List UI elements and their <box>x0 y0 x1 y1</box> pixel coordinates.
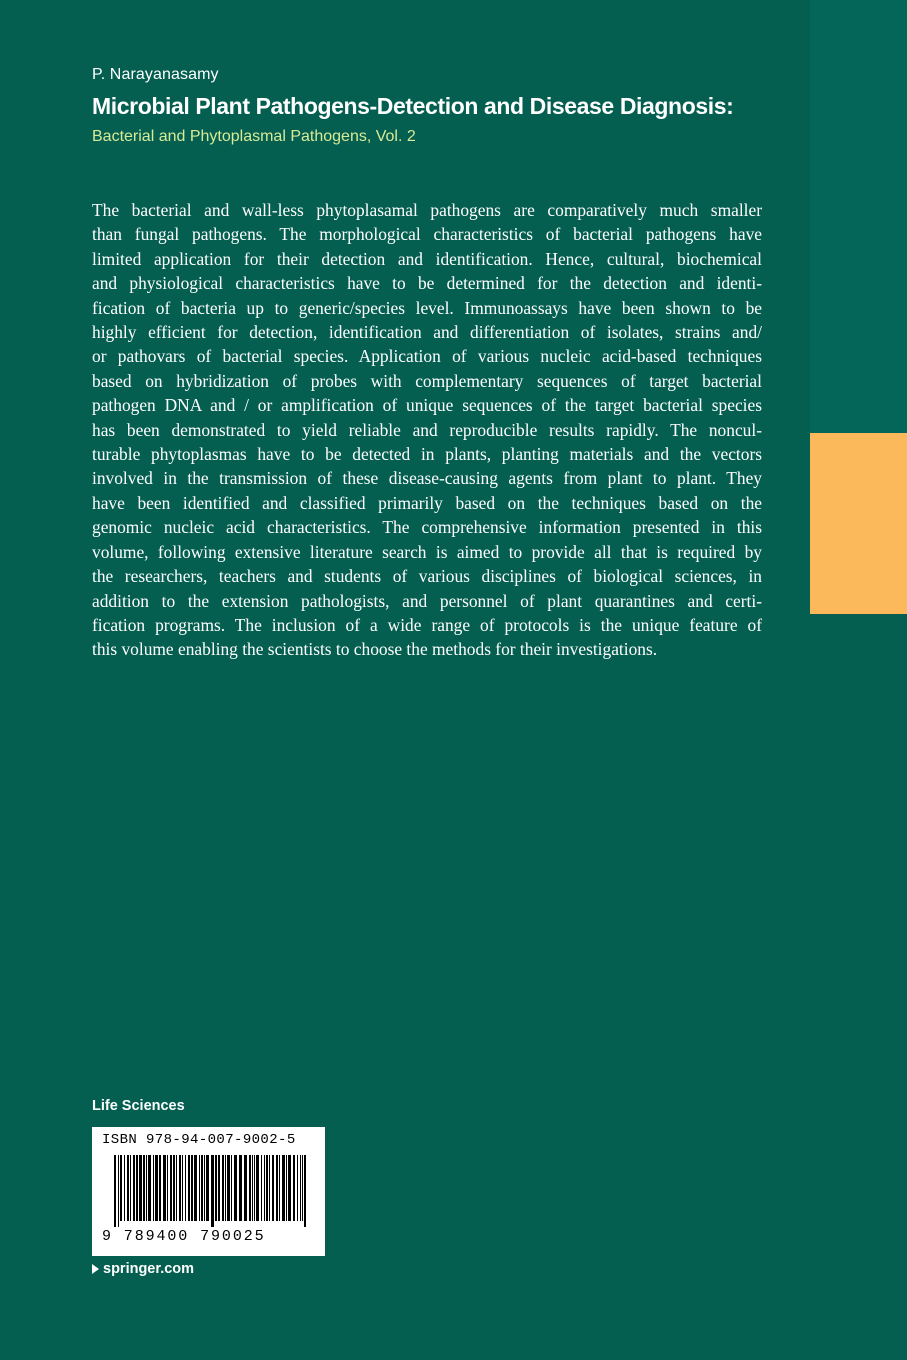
blurb-line: involved in the transmission of these disease-causing agents from plant to plant. They <box>92 468 762 489</box>
blurb-text <box>92 198 762 662</box>
blurb-line: fication programs. The inclusion of a wide range of protocols is the unique feature of <box>92 614 762 635</box>
blurb-line: pathogen DNA and / or amplification of unique sequences of the target bacterial species <box>92 395 762 416</box>
barcode-panel <box>92 1127 325 1256</box>
author-name: P. Narayanasamy <box>92 66 219 83</box>
blurb-line: addition to the extension pathologists, and personnel of plant quarantines and certi- <box>92 590 762 611</box>
isbn-label: ISBN 978-94-007-9002-5 <box>102 1132 296 1148</box>
blurb-line: limited application for their detection and identification. Hence, cultural, biochemical <box>92 248 762 269</box>
book-subtitle: Bacterial and Phytoplasmal Pathogens, Vol. 2 <box>92 128 416 145</box>
blurb-line: highly efficient for detection, identification and differentiation of isolates, strains and/ <box>92 322 762 343</box>
barcode-icon <box>114 1155 310 1227</box>
blurb-line: and physiological characteristics have to be determined for the detection and identi- <box>92 273 762 294</box>
website-label: springer.com <box>103 1261 195 1277</box>
blurb-line: based on hybridization of probes with complementary sequences of target bacterial <box>92 370 762 391</box>
blurb-line: than fungal pathogens. The morphological characteristics of bacterial pathogens have <box>92 224 762 245</box>
publisher-website-link[interactable] <box>92 1261 194 1277</box>
blurb-line: have been identified and classified primarily based on the techniques based on the <box>92 492 762 513</box>
blurb-line: this volume enabling the scientists to choose the methods for their investigations. <box>92 639 658 660</box>
spine-band-top <box>810 0 907 433</box>
arrow-right-icon <box>92 1264 99 1274</box>
blurb-line: or pathovars of bacterial species. Application of various nucleic acid-based techniques <box>92 346 762 367</box>
blurb-line: has been demonstrated to yield reliable and reproducible results rapidly. The noncul- <box>92 419 762 440</box>
blurb-line: The bacterial and wall-less phytoplasamal pathogens are comparatively much smaller <box>92 200 762 220</box>
barcode-digits: 9 789400 790025 <box>102 1228 266 1245</box>
blurb-line: genomic nucleic acid characteristics. The comprehensive information presented in this <box>92 517 762 538</box>
blurb-line: turable phytoplasmas have to be detected in plants, planting materials and the vectors <box>92 444 762 465</box>
spine-band-accent <box>810 433 907 614</box>
book-title: Microbial Plant Pathogens-Detection and Disease Diagnosis: <box>92 93 734 119</box>
category-label: Life Sciences <box>92 1098 185 1114</box>
blurb-line: the researchers, teachers and students of various disciplines of biological sciences, in <box>92 566 762 587</box>
blurb-line: volume, following extensive literature search is aimed to provide all that is required by <box>92 541 762 562</box>
blurb-line: fication of bacteria up to generic/species level. Immunoassays have been shown to be <box>92 297 762 318</box>
